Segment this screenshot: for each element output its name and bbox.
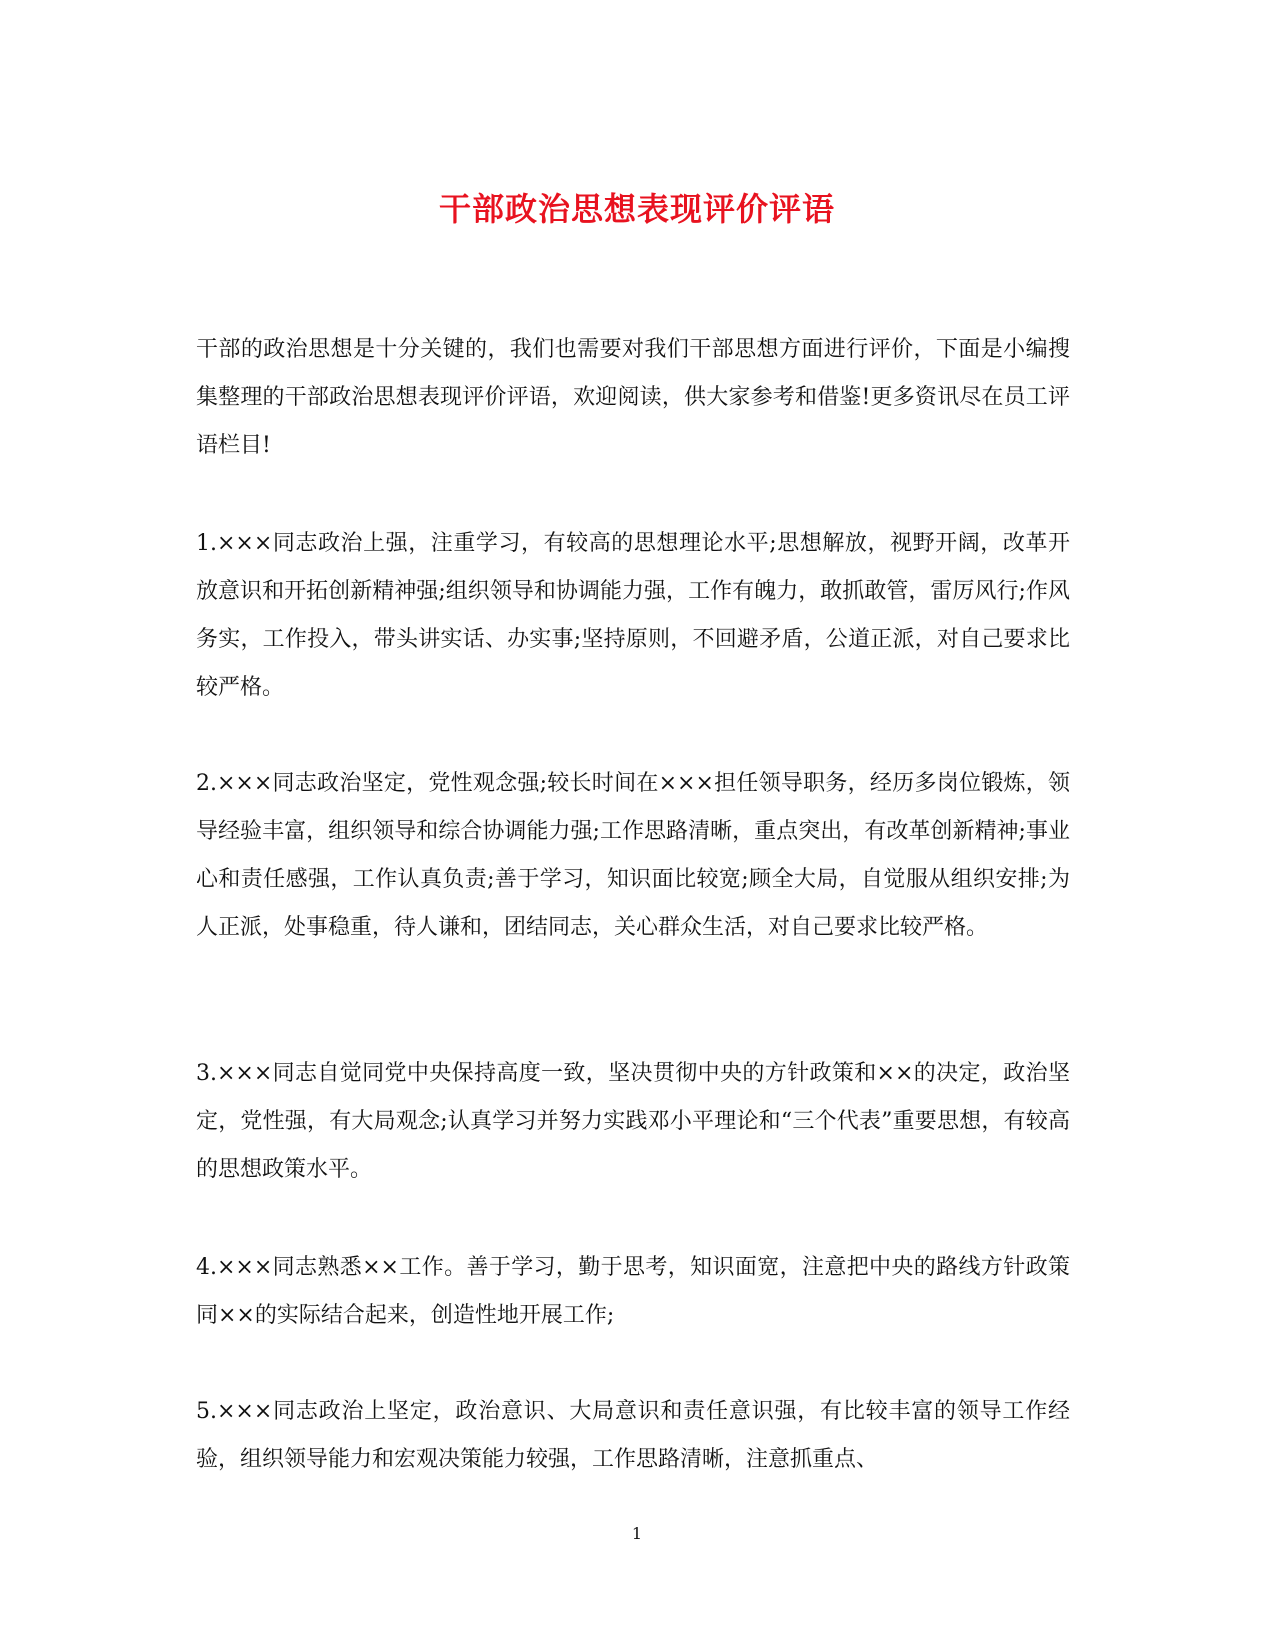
- page-number: 1: [631, 1524, 643, 1543]
- evaluation-paragraph-3: 3.×××同志自觉同党中央保持高度一致，坚决贯彻中央的方针政策和××的决定，政治坚定，党性强，有大局观念;认真学习并努力实践邓小平理论和“三个代表”重要思想，有较高的思想政策水平。: [196, 1061, 1070, 1182]
- intro-paragraph: 干部的政治思想是十分关键的，我们也需要对我们干部思想方面进行评价，下面是小编搜集整理的干部政治思想表现评价评语，欢迎阅读，供大家参考和借鉴!更多资讯尽在员工评语栏目!: [196, 337, 1070, 458]
- evaluation-paragraph-2: 2.×××同志政治坚定，党性观念强;较长时间在×××担任领导职务，经历多岗位锻炼，领导经验丰富，组织领导和综合协调能力强;工作思路清晰，重点突出，有改革创新精神;事业心和责任感强，工作认真负责;善于学习，知识面比较宽;顾全大局，自觉服从组织安排;为人正派，处事稳重，待人谦和，团结同志，关心群众生活，对自己要求比较严格。: [196, 771, 1070, 940]
- document-title: 干部政治思想表现评价评语: [438, 190, 835, 229]
- evaluation-paragraph-5: 5.×××同志政治上坚定，政治意识、大局意识和责任意识强，有比较丰富的领导工作经验，组织领导能力和宏观决策能力较强，工作思路清晰，注意抓重点、: [196, 1399, 1070, 1472]
- evaluation-paragraph-4: 4.×××同志熟悉××工作。善于学习，勤于思考，知识面宽，注意把中央的路线方针政策同××的实际结合起来，创造性地开展工作;: [196, 1255, 1070, 1328]
- evaluation-paragraph-1: 1.×××同志政治上强，注重学习，有较高的思想理论水平;思想解放，视野开阔，改革开放意识和开拓创新精神强;组织领导和协调能力强，工作有魄力，敢抓敢管，雷厉风行;作风务实，工作投入，带头讲实话、办实事;坚持原则，不回避矛盾，公道正派，对自己要求比较严格。: [196, 531, 1070, 700]
